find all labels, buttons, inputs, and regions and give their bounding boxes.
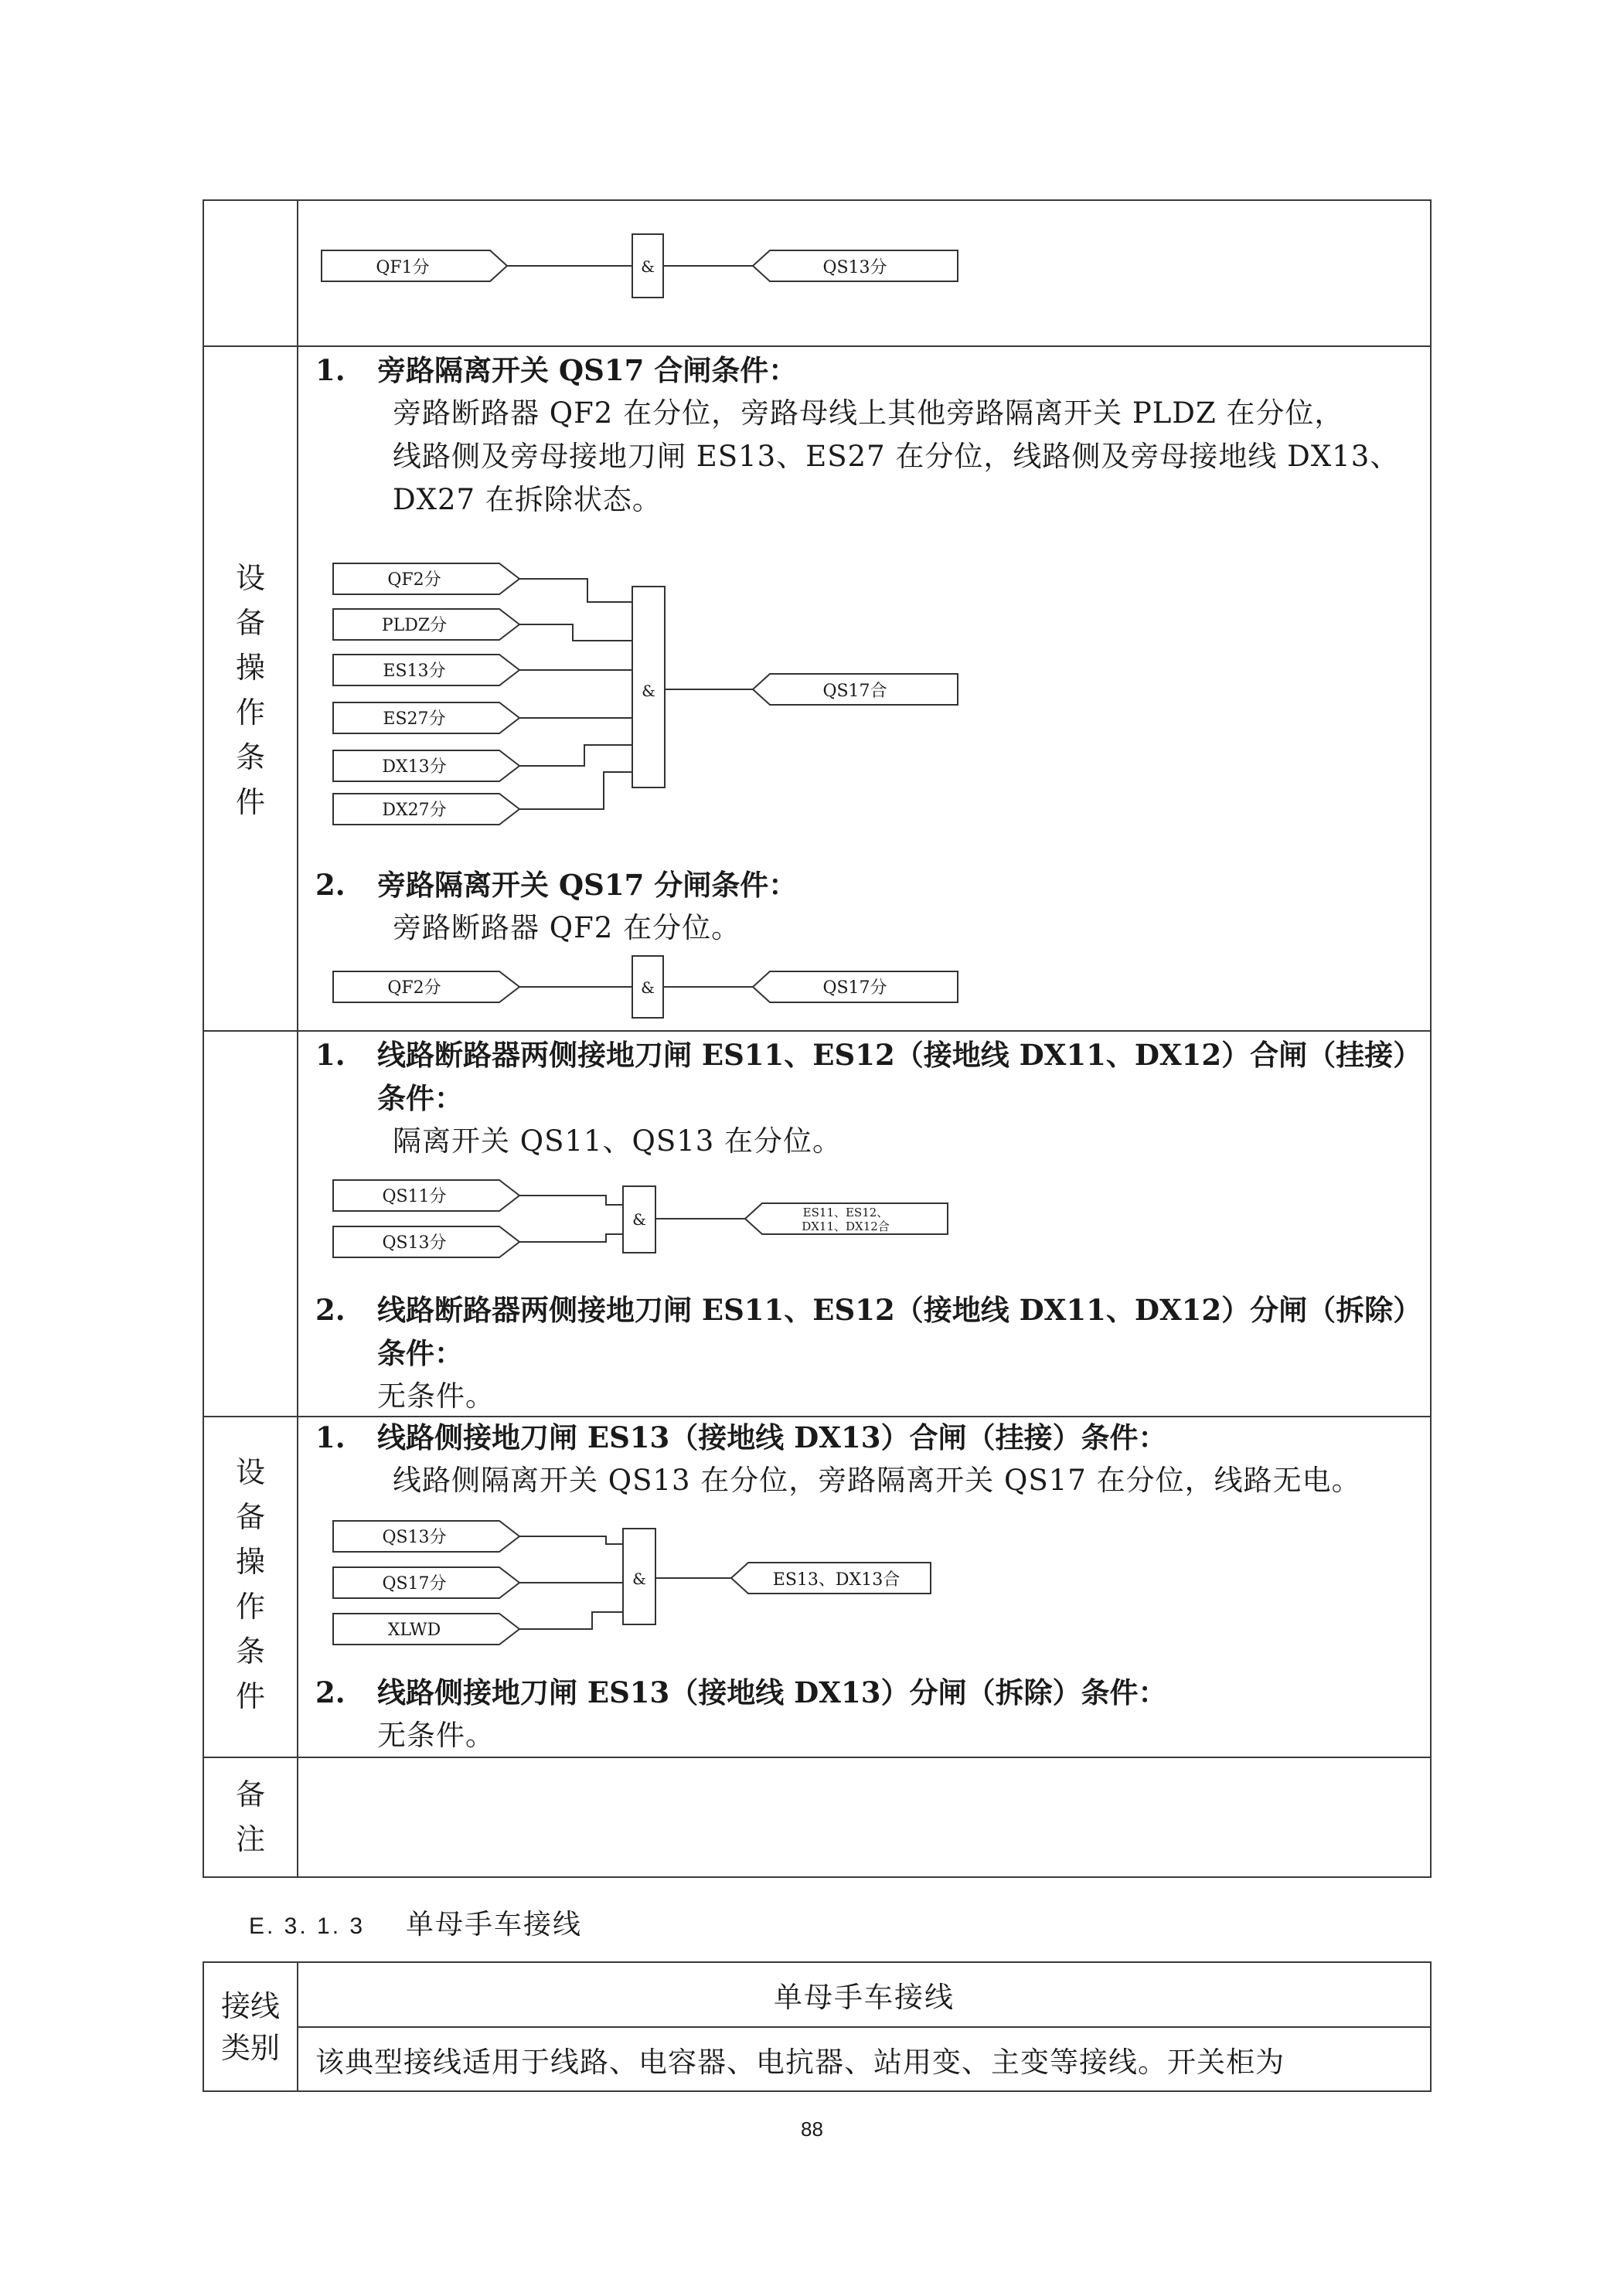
page-number: 88 bbox=[801, 2117, 823, 2141]
condition-heading-es13-close: 1. 线路侧接地刀闸 ES13（接地线 DX13）合闸（挂接）条件： bbox=[315, 1420, 1167, 1454]
row-label-operating-conditions: 设备操作条件 bbox=[203, 1417, 298, 1757]
and-gate-symbol: & bbox=[641, 257, 655, 276]
condition-text: 无条件。 bbox=[377, 1719, 495, 1752]
diagram-input-label: ES13分 bbox=[383, 662, 446, 681]
condition-text: 无条件。 bbox=[377, 1379, 495, 1413]
diagram-output-label: QS13分 bbox=[822, 258, 887, 277]
logic-diagram-qs17-open bbox=[298, 950, 994, 1035]
table-row bbox=[203, 200, 1431, 346]
and-gate-symbol: & bbox=[642, 682, 655, 700]
row-label-wiring-type: 接线类别 bbox=[203, 1962, 298, 2091]
condition-text: DX27 在拆除状态。 bbox=[393, 483, 662, 516]
condition-heading-es13-open: 2. 线路侧接地刀闸 ES13（接地线 DX13）分闸（拆除）条件： bbox=[315, 1675, 1167, 1709]
condition-heading-qs17-open: 2. 旁路隔离开关 QS17 分闸条件： bbox=[315, 868, 798, 902]
table-row bbox=[203, 346, 1431, 1031]
condition-text: 旁路断路器 QF2 在分位，旁路母线上其他旁路隔离开关 PLDZ 在分位， bbox=[393, 396, 1344, 430]
condition-text: 隔离开关 QS11、QS13 在分位。 bbox=[393, 1124, 843, 1158]
wiring-type-heading: 单母手车接线 bbox=[298, 1962, 1431, 2027]
wiring-type-description: 该典型接线适用于线路、电容器、电抗器、站用变、主变等接线。开关柜为 bbox=[298, 2027, 1431, 2091]
table-row bbox=[203, 1417, 1431, 1757]
diagram-input-label: QF1分 bbox=[376, 258, 430, 277]
diagram-input-label: QS11分 bbox=[382, 1187, 447, 1206]
logic-diagram-es13-close bbox=[298, 1510, 994, 1665]
condition-heading-continued: 条件： bbox=[377, 1336, 463, 1370]
and-gate-symbol: & bbox=[632, 1210, 646, 1229]
row-content bbox=[298, 1417, 1431, 1757]
condition-text: 线路侧隔离开关 QS13 在分位，旁路隔离开关 QS17 在分位，线路无电。 bbox=[393, 1464, 1361, 1497]
wiring-type-table bbox=[203, 1961, 1432, 2092]
row-label-empty bbox=[203, 1031, 298, 1417]
condition-heading-es11-es12-open: 2. 线路断路器两侧接地刀闸 ES11、ES12（接地线 DX11、DX12）分闸（拆除） bbox=[315, 1293, 1422, 1327]
and-gate-symbol: & bbox=[641, 978, 655, 997]
condition-heading-es11-es12-close: 1. 线路断路器两侧接地刀闸 ES11、ES12（接地线 DX11、DX12）合闸（挂接） bbox=[315, 1038, 1422, 1072]
row-label-empty bbox=[203, 200, 298, 346]
diagram-input-label: DX27分 bbox=[382, 801, 447, 820]
table-row bbox=[203, 1757, 1431, 1877]
section-heading bbox=[249, 1903, 582, 1942]
diagram-input-label: QS13分 bbox=[382, 1233, 447, 1253]
logic-diagram-es11-es12-close bbox=[298, 1169, 994, 1270]
diagram-output-label: QS17分 bbox=[822, 978, 887, 998]
condition-text: 旁路断路器 QF2 在分位。 bbox=[393, 911, 741, 944]
condition-text: 线路侧及旁母接地刀闸 ES13、ES27 在分位，线路侧及旁母接地线 DX13、 bbox=[393, 440, 1400, 473]
row-label-remarks: 备注 bbox=[203, 1757, 298, 1877]
diagram-input-label: QF2分 bbox=[387, 978, 441, 998]
logic-diagram-qs17-close bbox=[298, 548, 994, 820]
section-number: E. 3. 1. 3 bbox=[249, 1913, 366, 1939]
diagram-input-label: QF2分 bbox=[387, 570, 441, 590]
condition-heading-continued: 条件： bbox=[377, 1081, 463, 1115]
diagram-output-label: QS17合 bbox=[822, 682, 887, 701]
row-label-operating-conditions: 设备操作条件 bbox=[203, 346, 298, 1031]
row-content bbox=[298, 200, 1431, 346]
diagram-output-label: ES11、ES12、 bbox=[802, 1206, 889, 1219]
row-content bbox=[298, 1031, 1431, 1417]
row-content bbox=[298, 346, 1431, 1031]
diagram-input-label: QS13分 bbox=[382, 1528, 447, 1547]
diagram-input-label: QS17分 bbox=[382, 1574, 447, 1594]
condition-heading-qs17-close: 1. 旁路隔离开关 QS17 合闸条件： bbox=[315, 353, 798, 387]
and-gate-symbol: & bbox=[632, 1570, 646, 1588]
diagram-input-label: DX13分 bbox=[382, 757, 447, 777]
section-title: 单母手车接线 bbox=[405, 1909, 582, 1941]
diagram-output-label: ES13、DX13合 bbox=[772, 1570, 901, 1590]
logic-diagram-qs13-open bbox=[298, 201, 994, 347]
table-row bbox=[203, 1962, 1431, 2027]
table-row bbox=[203, 1031, 1431, 1417]
diagram-input-label: ES27分 bbox=[383, 709, 446, 729]
table-row bbox=[203, 2027, 1431, 2091]
diagram-input-label: XLWD bbox=[387, 1621, 441, 1640]
diagram-input-label: PLDZ分 bbox=[381, 616, 448, 635]
diagram-output-label: DX11、DX12合 bbox=[802, 1219, 890, 1233]
remarks-content bbox=[298, 1757, 1431, 1877]
interlock-conditions-table bbox=[203, 199, 1432, 1878]
